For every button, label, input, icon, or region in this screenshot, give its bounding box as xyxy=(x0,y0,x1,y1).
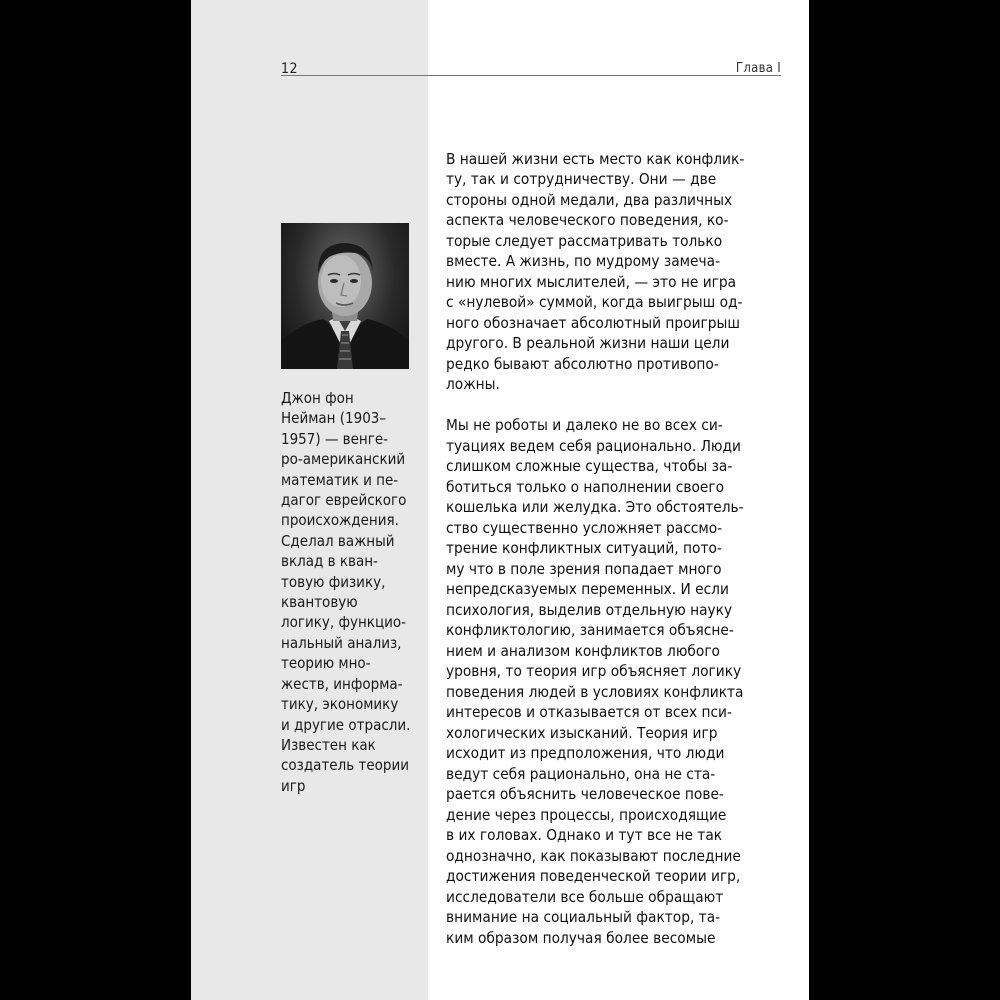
book-page xyxy=(191,0,809,1000)
chapter-title: Глава I xyxy=(735,61,781,76)
paragraph-1: В нашей жизни есть место как конфлик- ту, так и сотрудничеству. Они — две стороны одной медали, два различных аспекта человеческого поведения, ко- торые следует рассматривать только вместе. А жизнь, по мудрому замеча- нию многих мыслителей, — это не игра с «нулевой» суммой, когда выигрыш од- ного обозначает абсолютный проигрыш другого. В реальной жизни наши цели редко бывают абсолютно противопо- ложны. xyxy=(446,149,745,393)
main-text xyxy=(446,128,754,969)
portrait-caption: Джон фон Нейман (1903– 1957) — венге- ро-американский математик и пе- дагог еврейского происхождения. Сделал важный вклад в кван- товую физику, квантовую логику, функцио- нальный анализ, теорию мно- жеств, информа- тику, экономику и другие отрасли. Известен как создатель теории игр xyxy=(281,389,411,795)
page-number: 12 xyxy=(281,61,299,77)
portrait-photo xyxy=(281,223,409,369)
portrait-photo-icon xyxy=(281,223,409,369)
paragraph-2: Мы не роботы и далеко не во всех си- туациях ведем себя рационально. Люди слишком сложные существа, чтобы за- ботиться только о наполнении своего кошелька или желудка. Это обстоятель- ство существенно усложняет рассмо- трение конфликтных ситуаций, пото- му что в поле зрения попадает много непредсказуемых переменных. И если психология, выделив отдельную науку конфликтологию, занимается объясне- нием и анализом конфликтов любого уровня, то теория игр объясняет логику поведения людей в условиях конфликта интересов и отказывается от всех пси- хологических изысканий. Теория игр исходит из предположения, что люди ведут себя рационально, она не ста- рается объяснить человеческое пове- дение через процессы, происходящие в их головах. Однако и тут все не так однозначно, как показывают последние достижения поведенческой теории игр, исследователи все больше обращают внимание на социальный фактор, та- ким образом получая более весомые xyxy=(446,416,744,947)
header-rule xyxy=(281,75,781,76)
